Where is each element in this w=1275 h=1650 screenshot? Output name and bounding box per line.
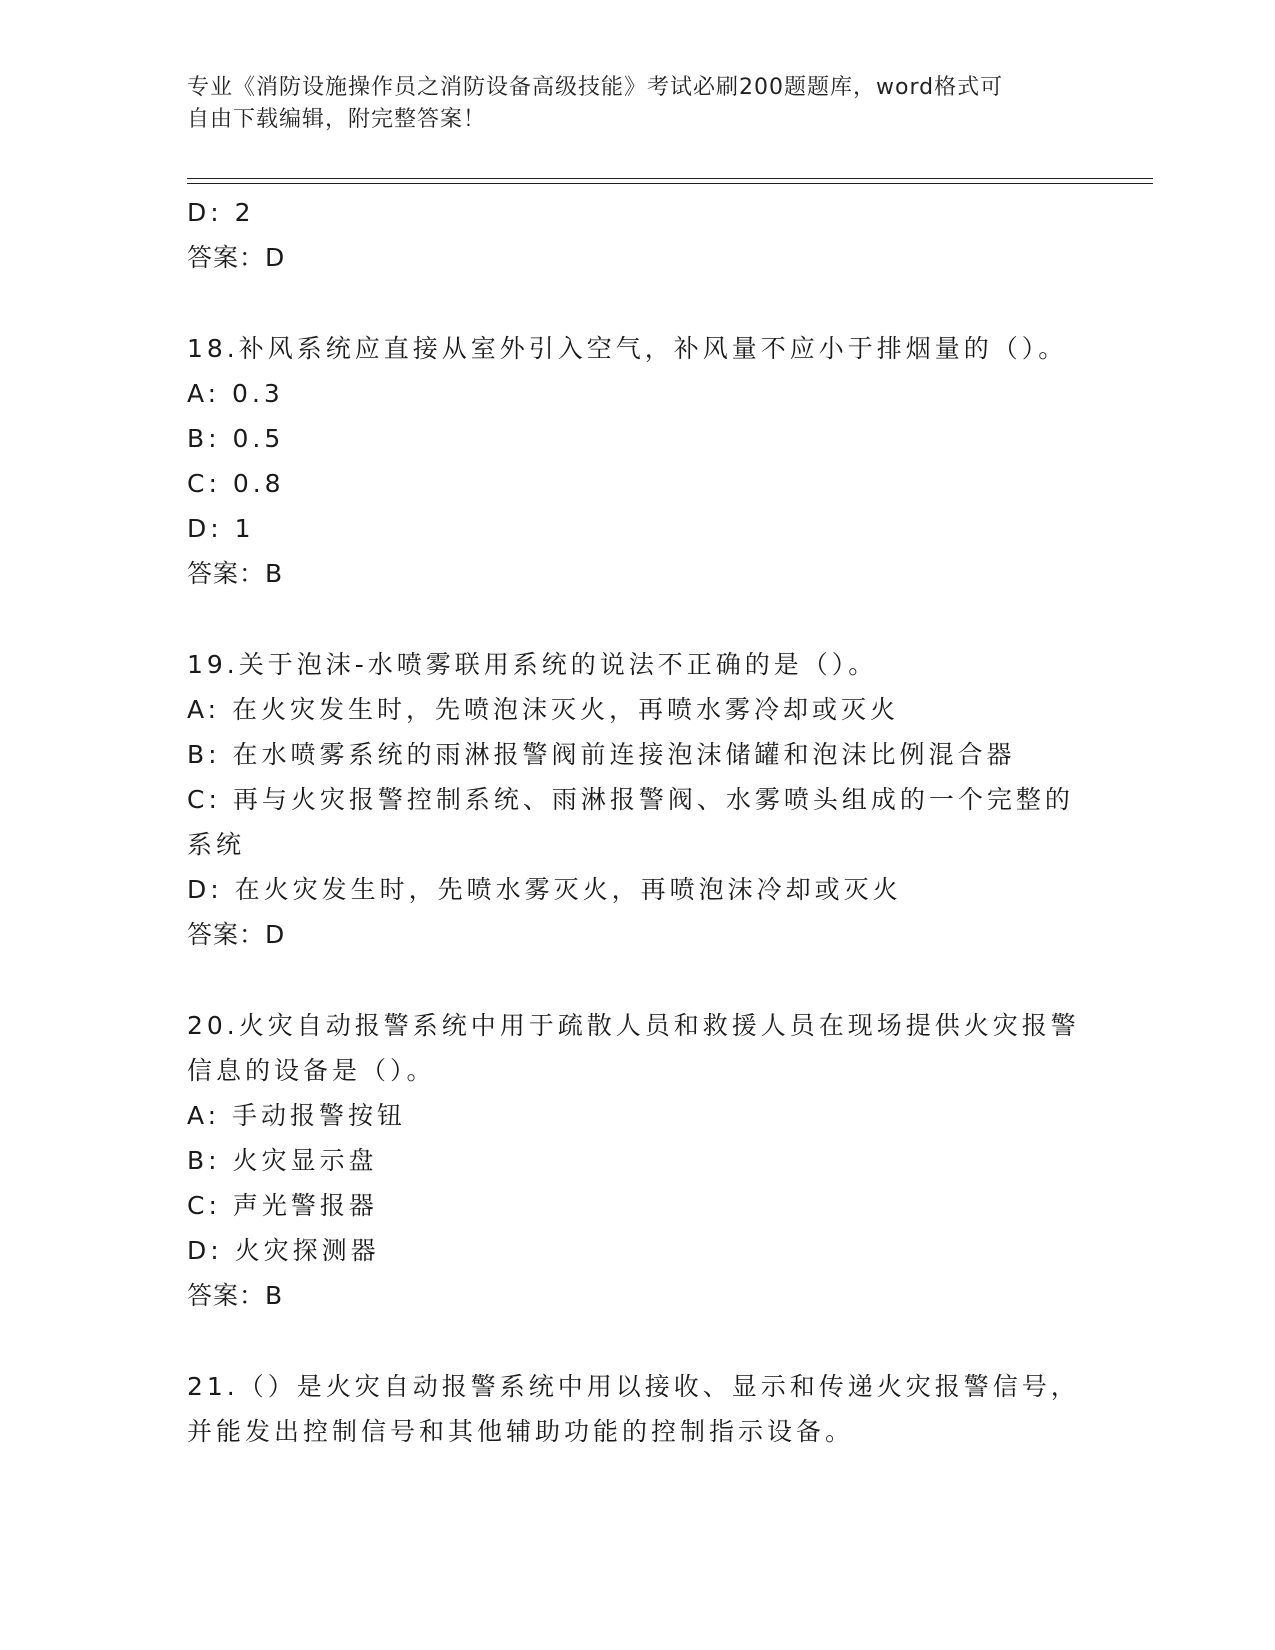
- header-title-line-1: 专业《消防设施操作员之消防设备高级技能》考试必刷200题题库，word格式可: [187, 75, 1004, 100]
- document-header: [187, 72, 1067, 136]
- question-17-tail: [187, 190, 1087, 280]
- spacer: [187, 1318, 1087, 1364]
- spacer: [187, 280, 1087, 326]
- q18-option-d: D: 1: [187, 514, 255, 543]
- q18-option-c: C: 0.8: [187, 469, 285, 498]
- q19-answer: 答案：D: [187, 920, 286, 949]
- header-title-line-2: 自由下载编辑，附完整答案！: [187, 107, 487, 132]
- question-18: [187, 326, 1087, 596]
- q20-option-b: B: 火灾显示盘: [187, 1146, 378, 1175]
- header-divider-bottom: [187, 183, 1153, 184]
- q17-answer: 答案：D: [187, 243, 286, 272]
- q18-stem: 18.补风系统应直接从室外引入空气，补风量不应小于排烟量的（）。: [187, 334, 1068, 363]
- q20-answer: 答案：B: [187, 1281, 284, 1310]
- q19-option-b: B: 在水喷雾系统的雨淋报警阀前连接泡沫储罐和泡沫比例混合器: [187, 740, 1016, 769]
- q20-option-a: A: 手动报警按钮: [187, 1101, 407, 1130]
- spacer: [187, 596, 1087, 642]
- q21-stem-line-1: 21.（）是火灾自动报警系统中用以接收、显示和传递火灾报警信号，: [187, 1372, 1080, 1401]
- q19-option-d: D: 在火灾发生时，先喷水雾灭火，再喷泡沫冷却或灭火: [187, 875, 902, 904]
- question-20: [187, 1003, 1087, 1318]
- q19-option-c-line-2: 系统: [187, 830, 246, 859]
- q18-answer: 答案：B: [187, 559, 284, 588]
- spacer: [187, 957, 1087, 1003]
- q20-stem-line-2: 信息的设备是（）。: [187, 1056, 436, 1085]
- q20-option-c: C: 声光警报器: [187, 1191, 378, 1220]
- question-19: [187, 642, 1087, 957]
- q21-stem-line-2: 并能发出控制信号和其他辅助功能的控制指示设备。: [187, 1417, 855, 1446]
- document-body: [187, 190, 1087, 1454]
- q19-option-a: A: 在火灾发生时，先喷泡沫灭火，再喷水雾冷却或灭火: [187, 695, 900, 724]
- q17-option-d: D: 2: [187, 198, 255, 227]
- question-21: [187, 1364, 1087, 1454]
- q20-stem-line-1: 20.火灾自动报警系统中用于疏散人员和救援人员在现场提供火灾报警: [187, 1011, 1080, 1040]
- q19-option-c-line-1: C: 再与火灾报警控制系统、雨淋报警阀、水雾喷头组成的一个完整的: [187, 785, 1074, 814]
- q18-option-a: A: 0.3: [187, 379, 284, 408]
- q18-option-b: B: 0.5: [187, 424, 285, 453]
- q20-option-d: D: 火灾探测器: [187, 1236, 380, 1265]
- header-divider-top: [187, 178, 1153, 179]
- q19-stem: 19.关于泡沫-水喷雾联用系统的说法不正确的是（）。: [187, 650, 878, 679]
